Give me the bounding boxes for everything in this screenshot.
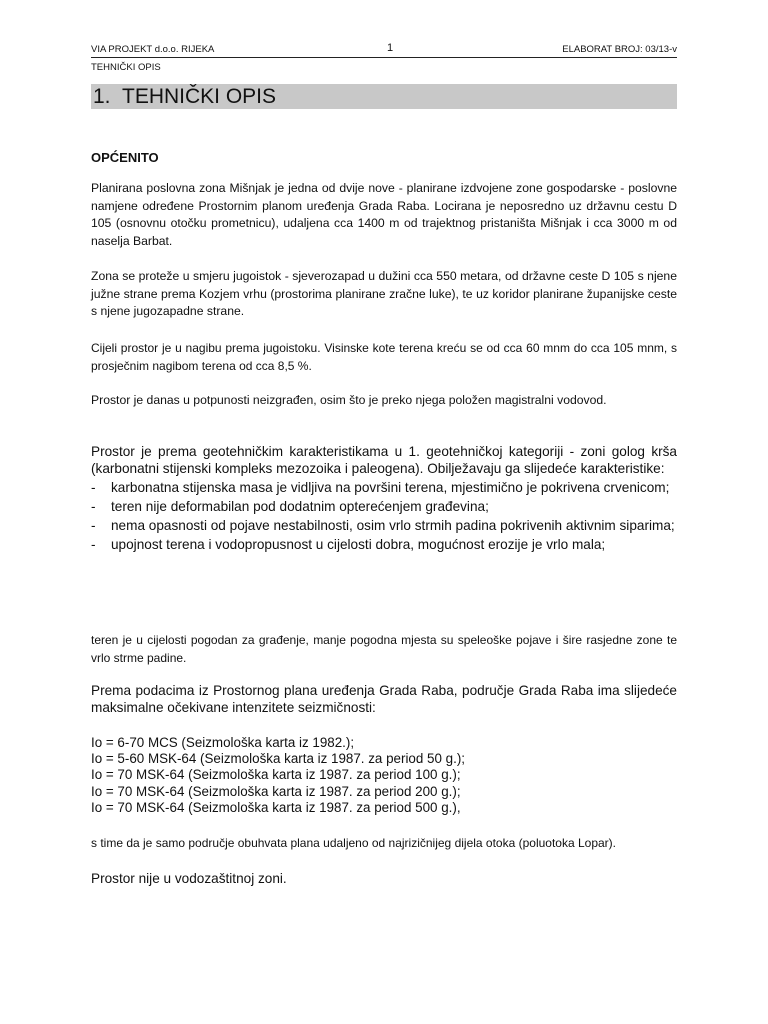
paragraph-water-protection: Prostor nije u vodozaštitnoj zoni. (91, 871, 287, 886)
paragraph-seismic-intro: Prema podacima iz Prostornog plana uređenja Grada Raba, područje Grada Raba ima slijedeće maksimalne očekivane intenzitete seizmičnosti: (91, 683, 677, 715)
paragraph-extent: Zona se proteže u smjeru jugoistok - sjeverozapad u dužini cca 550 metara, od državne ceste D 105 s njene južne strane prema Kozjem vrhu (prostorima planirane zračne luke), te uz koridor planirane županijske ceste s njene jugozapadne strane. (91, 269, 677, 318)
document-subheader: TEHNIČKI OPIS (91, 62, 161, 73)
paragraph-geotechnical: Prostor je prema geotehničkim karakteristikama u 1. geotehničkoj kategoriji - zoni golog krša (karbonatni stijenski kompleks mezozoika i paleogena). Obilježavaju ga slijedeće karakteristike: (91, 444, 677, 476)
section-heading: OPĆENITO (91, 150, 159, 165)
paragraph-status: Prostor je danas u potpunosti neizgrađen, osim što je preko njega položen magistralni vodovod. (91, 393, 607, 407)
seismic-list (91, 735, 677, 816)
geotechnical-block (91, 444, 677, 555)
paragraph-risk: s time da je samo područje obuhvata plana udaljeno od najrizičnijeg dijela otoka (poluotoka Lopar). (91, 836, 616, 850)
company-name: VIA PROJEKT d.o.o. RIJEKA (91, 44, 215, 55)
list-item: Io = 6-70 MCS (Seizmološka karta iz 1982.); (91, 735, 355, 750)
list-item: Io = 70 MSK-64 (Seizmološka karta iz 1987. za period 100 g.); (91, 767, 461, 783)
paragraph-location: Planirana poslovna zona Mišnjak je jedna od dvije nove - planirane izdvojene zone gospodarske - poslovne namjene određene Prostornim planom uređenja Grada Raba. Locirana je neposredno uz državnu cestu D 105 (osnovnu otočku prometnicu), udaljena cca 1400 m od trajektnog pristaništa Mišnjak i cca 3000 m od naselja Barbat. (91, 181, 677, 248)
list-item: Io = 70 MSK-64 (Seizmološka karta iz 1987. za period 200 g.); (91, 783, 461, 799)
chapter-title-text: TEHNIČKI OPIS (122, 85, 277, 108)
paragraph-suitability: teren je u cijelosti pogodan za građenje, manje pogodna mjesta su speleoške pojave i šire rasjedne zone te vrlo strme padine. (91, 633, 677, 665)
chapter-title (91, 84, 677, 109)
characteristics-list (91, 478, 677, 555)
chapter-number: 1. (93, 85, 111, 108)
elaborat-number: ELABORAT BROJ: 03/13-v (562, 44, 677, 55)
list-item: - nema opasnosti od pojave nestabilnosti, osim vrlo strmih padina pokrivenih aktivnim siparima; (91, 516, 677, 535)
list-item: - karbonatna stijenska masa je vidljiva na površini terena, mjestimično je pokrivena crvenicom; (91, 478, 677, 497)
list-item: Io = 70 MSK-64 (Seizmološka karta iz 1987. za period 500 g.), (91, 799, 461, 815)
paragraph-slope: Cijeli prostor je u nagibu prema jugoistoku. Visinske kote terena kreću se od cca 60 mnm do cca 105 mnm, s prosječnim nagibom terena od cca 8,5 %. (91, 341, 677, 373)
page-header (91, 44, 677, 58)
list-item: Io = 5-60 MSK-64 (Seizmološka karta iz 1987. za period 50 g.); (91, 751, 466, 767)
list-item: - teren nije deformabilan pod dodatnim opterećenjem građevina; (91, 497, 677, 516)
list-item: - upojnost terena i vodopropusnost u cijelosti dobra, mogućnost erozije je vrlo mala; (91, 535, 677, 554)
page-number: 1 (387, 42, 394, 54)
